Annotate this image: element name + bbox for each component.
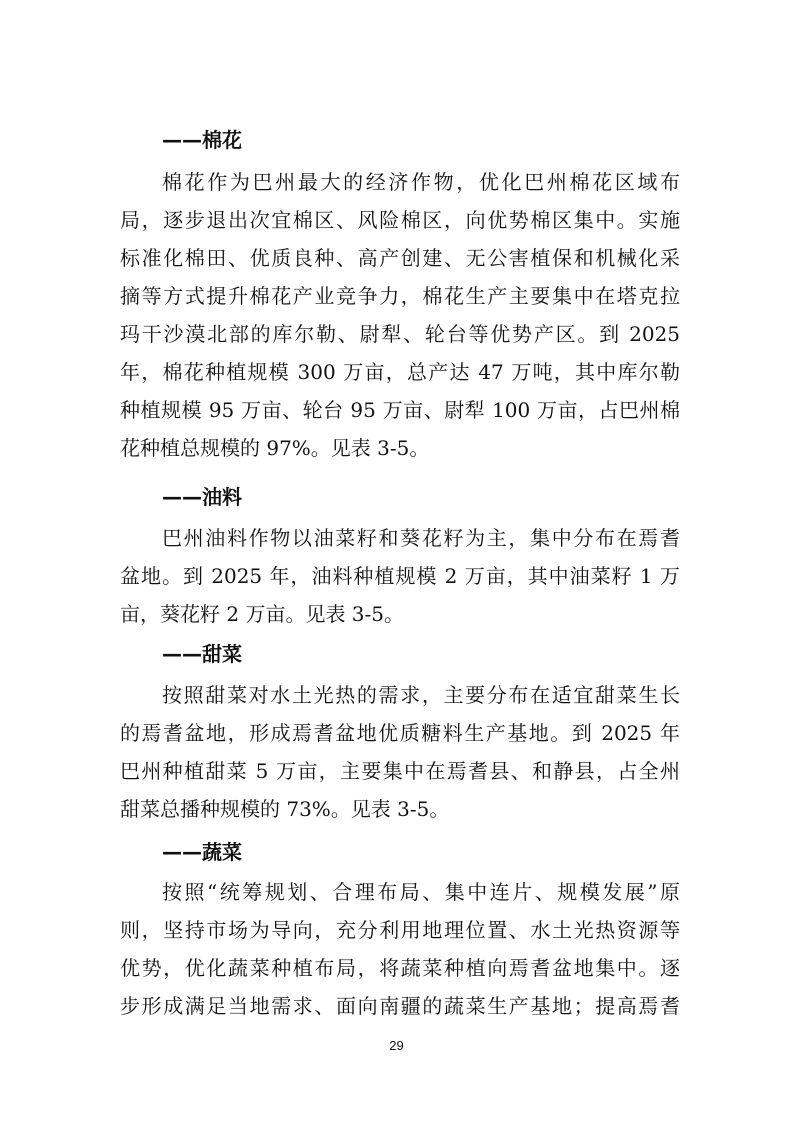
section-heading-cotton: ——棉花 <box>162 128 242 152</box>
paragraph-cotton <box>120 163 680 467</box>
paragraph-line: 优势，优化蔬菜种植布局，将蔬菜种植向焉耆盆地集中。逐 <box>120 956 680 980</box>
paragraph-line: 巴州油料作物以油菜籽和葵花籽为主，集中分布在焉耆 <box>162 526 680 550</box>
paragraph-line: 玛干沙漠北部的库尔勒、尉犁、轮台等优势产区。到 2025 <box>120 322 680 346</box>
paragraph-line: 盆地。到 2025 年，油料种植规模 2 万亩，其中油菜籽 1 万 <box>120 564 680 588</box>
section-heading-sugar-beet: ——甜菜 <box>162 642 242 666</box>
paragraph-oil <box>120 519 680 633</box>
paragraph-line: 则，坚持市场为导向，充分利用地理位置、水土光热资源等 <box>120 918 680 942</box>
paragraph-line: 按照甜菜对水土光热的需求，主要分布在适宜甜菜生长 <box>162 683 680 707</box>
paragraph-line: 局，逐步退出次宜棉区、风险棉区，向优势棉区集中。实施 <box>120 208 680 232</box>
paragraph-line: 的焉耆盆地，形成焉耆盆地优质糖料生产基地。到 2025 年 <box>120 721 680 745</box>
paragraph-line: 步形成满足当地需求、面向南疆的蔬菜生产基地；提高焉耆 <box>120 994 680 1018</box>
paragraph-line: 花种植总规模的 97%。见表 3-5。 <box>120 436 430 460</box>
paragraph-line: 年，棉花种植规模 300 万亩，总产达 47 万吨，其中库尔勒 <box>120 360 680 384</box>
paragraph-line: 棉花作为巴州最大的经济作物，优化巴州棉花区域布 <box>162 170 680 194</box>
section-heading-oil: ——油料 <box>162 485 242 509</box>
paragraph-line: 种植规模 95 万亩、轮台 95 万亩、尉犁 100 万亩，占巴州棉 <box>120 398 680 422</box>
paragraph-vegetables <box>120 873 680 1025</box>
paragraph-line: 甜菜总播种规模的 73%。见表 3-5。 <box>120 797 450 821</box>
section-heading-vegetables: ——蔬菜 <box>162 840 242 864</box>
page-number: 29 <box>389 1038 404 1053</box>
paragraph-line: 标准化棉田、优质良种、高产创建、无公害植保和机械化采 <box>120 246 680 270</box>
paragraph-line: 摘等方式提升棉花产业竞争力，棉花生产主要集中在塔克拉 <box>120 284 680 308</box>
paragraph-line: 巴州种植甜菜 5 万亩，主要集中在焉耆县、和静县，占全州 <box>120 759 680 783</box>
paragraph-line: 亩，葵花籽 2 万亩。见表 3-5。 <box>120 602 405 626</box>
paragraph-line: 按照“统筹规划、合理布局、集中连片、规模发展”原 <box>162 880 680 904</box>
paragraph-sugar-beet <box>120 676 680 828</box>
